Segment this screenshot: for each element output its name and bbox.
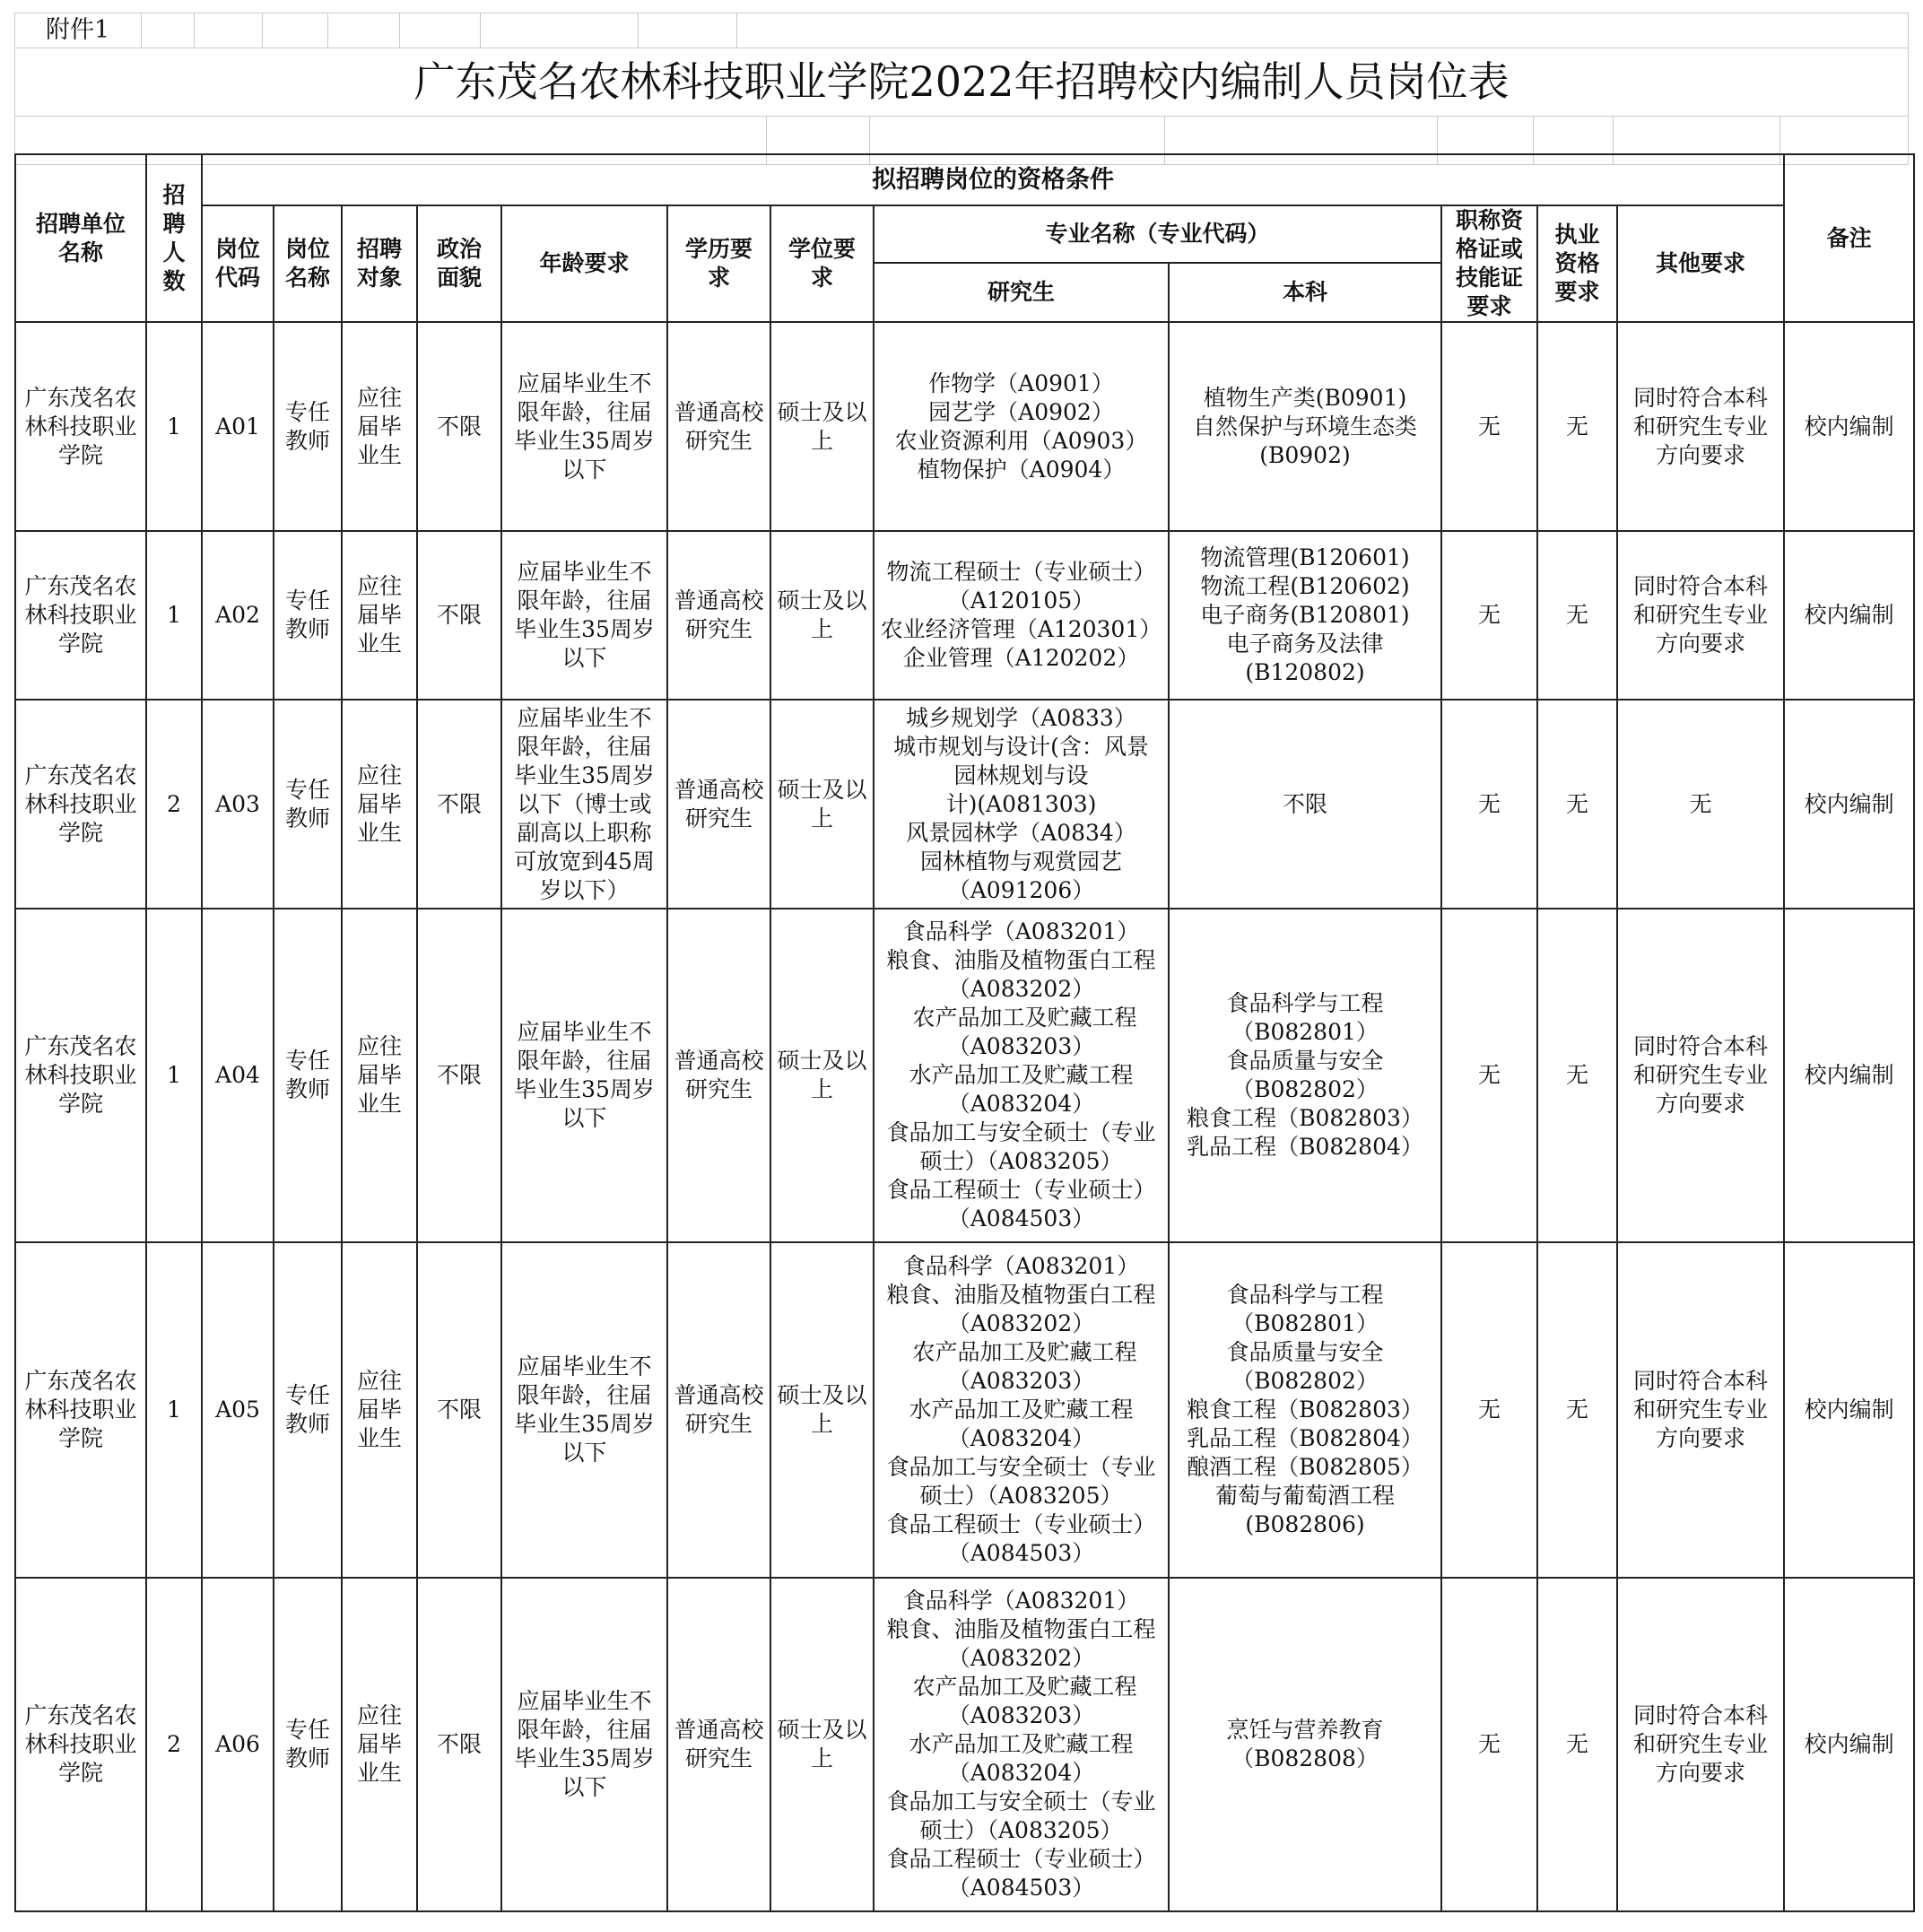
header-age: 年龄要求 [501,205,667,322]
cell-degree: 硕士及以上 [770,700,874,909]
cell-title-cert: 无 [1441,909,1537,1242]
cell-unit: 广东茂名农林科技职业学院 [15,531,146,700]
major-line: （A083203） [947,1368,1095,1394]
major-line: 硕士）（A083205） [919,1148,1123,1174]
cell-practice-cert: 无 [1537,531,1617,700]
major-line: 农产品加工及贮藏工程 [905,1674,1137,1700]
table-row [15,322,1914,531]
major-line: 食品工程硕士（专业硕士） [886,1177,1156,1203]
cell-remarks: 校内编制 [1784,1578,1914,1911]
cell-target: 应往届毕业生 [342,1578,417,1911]
cell-political: 不限 [417,1578,501,1911]
major-line: 食品科学与工程 [1226,990,1384,1016]
header-post-name: 岗位名称 [274,205,342,322]
major-line: 酿酒工程（B082805） [1187,1454,1423,1480]
empty-cell [638,13,736,48]
major-line: (B0902) [1259,441,1351,468]
header-undergraduate: 本科 [1169,263,1441,322]
major-line: 粮食工程（B082803） [1187,1397,1423,1423]
cell-political: 不限 [417,700,501,909]
major-line: 园林植物与观赏园艺 [919,848,1122,875]
major-line: 计)(A081303) [945,790,1097,817]
major-line: 水产品加工及贮藏工程 [909,1397,1134,1423]
empty-cell [141,13,194,48]
cell-count: 2 [146,700,202,909]
cell-remarks: 校内编制 [1784,700,1914,909]
cell-target: 应往届毕业生 [342,1242,417,1578]
major-line: 粮食工程（B082803） [1187,1105,1423,1131]
cell-count: 1 [146,909,202,1242]
cell-target: 应往届毕业生 [342,909,417,1242]
cell-post-code: A02 [202,531,274,700]
cell-unit: 广东茂名农林科技职业学院 [15,1578,146,1911]
cell-undergrad-majors [1169,322,1441,531]
major-line: 食品加工与安全硕士（专业 [886,1788,1156,1815]
cell-unit: 广东茂名农林科技职业学院 [15,1242,146,1578]
header-row-2 [15,205,1914,263]
major-line: 水产品加工及贮藏工程 [909,1731,1134,1757]
cell-education: 普通高校研究生 [667,1578,770,1911]
major-line: 农业资源利用（A0903） [894,427,1148,454]
cell-degree: 硕士及以上 [770,909,874,1242]
sheet-top-area [14,13,1909,154]
major-line: 食品加工与安全硕士（专业 [886,1119,1156,1145]
table-row [15,1578,1914,1911]
cell-education: 普通高校研究生 [667,700,770,909]
major-line: 企业管理（A120202） [902,645,1140,671]
header-political: 政治面貌 [417,205,501,322]
table-body [15,322,1914,1911]
positions-table [14,153,1915,1912]
table-row [15,909,1914,1242]
cell-graduate-majors [874,1242,1169,1578]
cell-post-code: A01 [202,322,274,531]
cell-undergrad-majors [1169,909,1441,1242]
cell-post-name: 专任教师 [274,700,342,909]
major-line: 粮食、油脂及植物蛋白工程 [886,947,1156,973]
cell-count: 1 [146,531,202,700]
major-line: (B082806) [1245,1511,1365,1537]
major-line: 食品加工与安全硕士（专业 [886,1454,1156,1480]
cell-education: 普通高校研究生 [667,322,770,531]
major-line: （B082801） [1231,1310,1379,1336]
cell-post-code: A04 [202,909,274,1242]
cell-undergrad-majors [1169,1242,1441,1578]
major-line: 食品质量与安全 [1226,1048,1384,1074]
cell-age: 应届毕业生不限年龄，往届毕业生35周岁以下 [501,531,667,700]
header-practice-cert: 执业资格要求 [1537,205,1617,322]
major-line: （A083204） [947,1760,1095,1786]
cell-post-name: 专任教师 [274,531,342,700]
cell-degree: 硕士及以上 [770,322,874,531]
cell-practice-cert: 无 [1537,700,1617,909]
major-line: 电子商务(B120801) [1200,602,1410,628]
major-line: （B082802） [1231,1368,1379,1394]
empty-cell [736,13,1909,48]
cell-undergrad-majors [1169,700,1441,909]
major-line: 食品科学与工程 [1226,1282,1384,1308]
cell-remarks: 校内编制 [1784,909,1914,1242]
cell-target: 应往届毕业生 [342,700,417,909]
cell-post-name: 专任教师 [274,322,342,531]
header-education: 学历要求 [667,205,770,322]
cell-political: 不限 [417,909,501,1242]
major-line: 农业经济管理（A120301） [880,616,1162,642]
attachment-label: 附件1 [14,13,141,48]
cell-remarks: 校内编制 [1784,1242,1914,1578]
cell-post-name: 专任教师 [274,909,342,1242]
header-degree: 学位要求 [770,205,874,322]
cell-practice-cert: 无 [1537,1578,1617,1911]
cell-post-code: A03 [202,700,274,909]
cell-other: 同时符合本科和研究生专业方向要求 [1617,909,1784,1242]
major-line: 硕士）（A083205） [919,1817,1123,1843]
major-line: 农产品加工及贮藏工程 [905,1339,1137,1365]
cell-other: 同时符合本科和研究生专业方向要求 [1617,322,1784,531]
cell-count: 2 [146,1578,202,1911]
major-line: 园艺学（A0902） [928,398,1114,425]
major-line: 食品科学（A083201） [902,918,1140,944]
major-line: （B082802） [1231,1076,1379,1102]
major-line: （A084503） [947,1205,1095,1231]
cell-target: 应往届毕业生 [342,531,417,700]
cell-education: 普通高校研究生 [667,1242,770,1578]
major-line: 食品工程硕士（专业硕士） [886,1846,1156,1872]
empty-cell [327,13,399,48]
major-line: 乳品工程（B082804） [1187,1425,1423,1451]
major-line: （A083202） [947,976,1095,1002]
page-title: 广东茂名农林科技职业学院2022年招聘校内编制人员岗位表 [14,48,1909,117]
cell-title-cert: 无 [1441,1242,1537,1578]
major-line: 城市规划与设计(含：风景 [893,733,1149,760]
cell-political: 不限 [417,531,501,700]
empty-cell [194,13,262,48]
header-remarks: 备注 [1784,154,1914,322]
major-line: 作物学（A0901） [928,370,1114,396]
major-line: 葡萄与葡萄酒工程 [1214,1483,1395,1509]
cell-graduate-majors [874,1578,1169,1911]
major-line: 物流工程硕士（专业硕士） [886,559,1156,585]
major-line: （A083203） [947,1033,1095,1059]
cell-title-cert: 无 [1441,1578,1537,1911]
cell-remarks: 校内编制 [1784,322,1914,531]
cell-political: 不限 [417,1242,501,1578]
cell-graduate-majors [874,700,1169,909]
cell-age: 应届毕业生不限年龄，往届毕业生35周岁以下 [501,1578,667,1911]
cell-unit: 广东茂名农林科技职业学院 [15,909,146,1242]
cell-unit: 广东茂名农林科技职业学院 [15,700,146,909]
major-line: 食品质量与安全 [1226,1339,1384,1365]
cell-practice-cert: 无 [1537,322,1617,531]
major-line: 食品科学（A083201） [902,1253,1140,1279]
major-line: 植物生产类(B0901) [1203,384,1407,411]
major-line: （A083204） [947,1425,1095,1451]
cell-title-cert: 无 [1441,531,1537,700]
cell-graduate-majors [874,322,1169,531]
cell-count: 1 [146,1242,202,1578]
major-line: (B120802) [1245,659,1365,685]
major-line: 电子商务及法律 [1226,631,1384,657]
empty-cell [399,13,480,48]
empty-cell [480,13,639,48]
cell-undergrad-majors [1169,1578,1441,1911]
table-row [15,700,1914,909]
major-line: 烹饪与营养教育 [1226,1717,1384,1743]
cell-practice-cert: 无 [1537,909,1617,1242]
cell-other: 无 [1617,700,1784,909]
cell-post-name: 专任教师 [274,1242,342,1578]
header-target: 招聘对象 [342,205,417,322]
cell-title-cert: 无 [1441,322,1537,531]
empty-cell [262,13,327,48]
major-line: 粮食、油脂及植物蛋白工程 [886,1616,1156,1642]
cell-other: 同时符合本科和研究生专业方向要求 [1617,1242,1784,1578]
major-line: 乳品工程（B082804） [1187,1134,1423,1160]
cell-other: 同时符合本科和研究生专业方向要求 [1617,531,1784,700]
major-line: （A083202） [947,1645,1095,1671]
major-line: （A083202） [947,1310,1095,1336]
cell-other: 同时符合本科和研究生专业方向要求 [1617,1578,1784,1911]
cell-degree: 硕士及以上 [770,531,874,700]
cell-post-code: A06 [202,1578,274,1911]
cell-age: 应届毕业生不限年龄，往届毕业生35周岁以下（博士或副高以上职称可放宽到45周岁以下） [501,700,667,909]
cell-degree: 硕士及以上 [770,1242,874,1578]
major-line: （B082808） [1231,1745,1379,1771]
cell-age: 应届毕业生不限年龄，往届毕业生35周岁以下 [501,1242,667,1578]
major-line: （A091206） [947,876,1095,903]
header-unit: 招聘单位名称 [15,154,146,322]
cell-education: 普通高校研究生 [667,909,770,1242]
cell-unit: 广东茂名农林科技职业学院 [15,322,146,531]
cell-graduate-majors [874,531,1169,700]
major-line: （A083204） [947,1091,1095,1117]
cell-title-cert: 无 [1441,700,1537,909]
major-line: 园林规划与设 [953,761,1089,788]
major-line: 食品工程硕士（专业硕士） [886,1511,1156,1537]
cell-graduate-majors [874,909,1169,1242]
major-line: 农产品加工及贮藏工程 [905,1005,1137,1031]
cell-education: 普通高校研究生 [667,531,770,700]
cell-remarks: 校内编制 [1784,531,1914,700]
major-line: （A120105） [947,587,1095,614]
major-line: 粮食、油脂及植物蛋白工程 [886,1282,1156,1308]
major-line: （A083203） [947,1702,1095,1728]
major-line: 风景园林学（A0834） [906,819,1136,846]
major-line: 自然保护与环境生态类 [1192,413,1417,439]
major-line: 城乡规划学（A0833） [906,704,1136,731]
header-graduate: 研究生 [874,263,1169,322]
cell-degree: 硕士及以上 [770,1578,874,1911]
cell-undergrad-majors [1169,531,1441,700]
major-line: 硕士）（A083205） [919,1483,1123,1509]
header-qualifications: 拟招聘岗位的资格条件 [202,154,1784,205]
header-major: 专业名称（专业代码） [874,205,1441,263]
header-title-cert: 职称资格证或技能证要求 [1441,205,1537,322]
major-line: 不限 [1282,790,1327,817]
header-row-1 [15,154,1914,205]
table-row [15,531,1914,700]
major-line: 物流工程(B120602) [1200,573,1410,599]
cell-age: 应届毕业生不限年龄，往届毕业生35周岁以下 [501,322,667,531]
cell-age: 应届毕业生不限年龄，往届毕业生35周岁以下 [501,909,667,1242]
cell-political: 不限 [417,322,501,531]
cell-target: 应往届毕业生 [342,322,417,531]
sheet-row-1 [14,13,1909,48]
table-row [15,1242,1914,1578]
major-line: 水产品加工及贮藏工程 [909,1062,1134,1088]
header-post-code: 岗位代码 [202,205,274,322]
major-line: （A084503） [947,1540,1095,1566]
cell-count: 1 [146,322,202,531]
cell-post-code: A05 [202,1242,274,1578]
header-other: 其他要求 [1617,205,1784,322]
major-line: （A084503） [947,1875,1095,1901]
cell-post-name: 专任教师 [274,1578,342,1911]
major-line: 物流管理(B120601) [1200,544,1410,570]
header-count: 招聘人数 [146,154,202,322]
cell-practice-cert: 无 [1537,1242,1617,1578]
major-line: 植物保护（A0904） [917,456,1126,483]
major-line: （B082801） [1231,1019,1379,1045]
major-line: 食品科学（A083201） [902,1588,1140,1614]
